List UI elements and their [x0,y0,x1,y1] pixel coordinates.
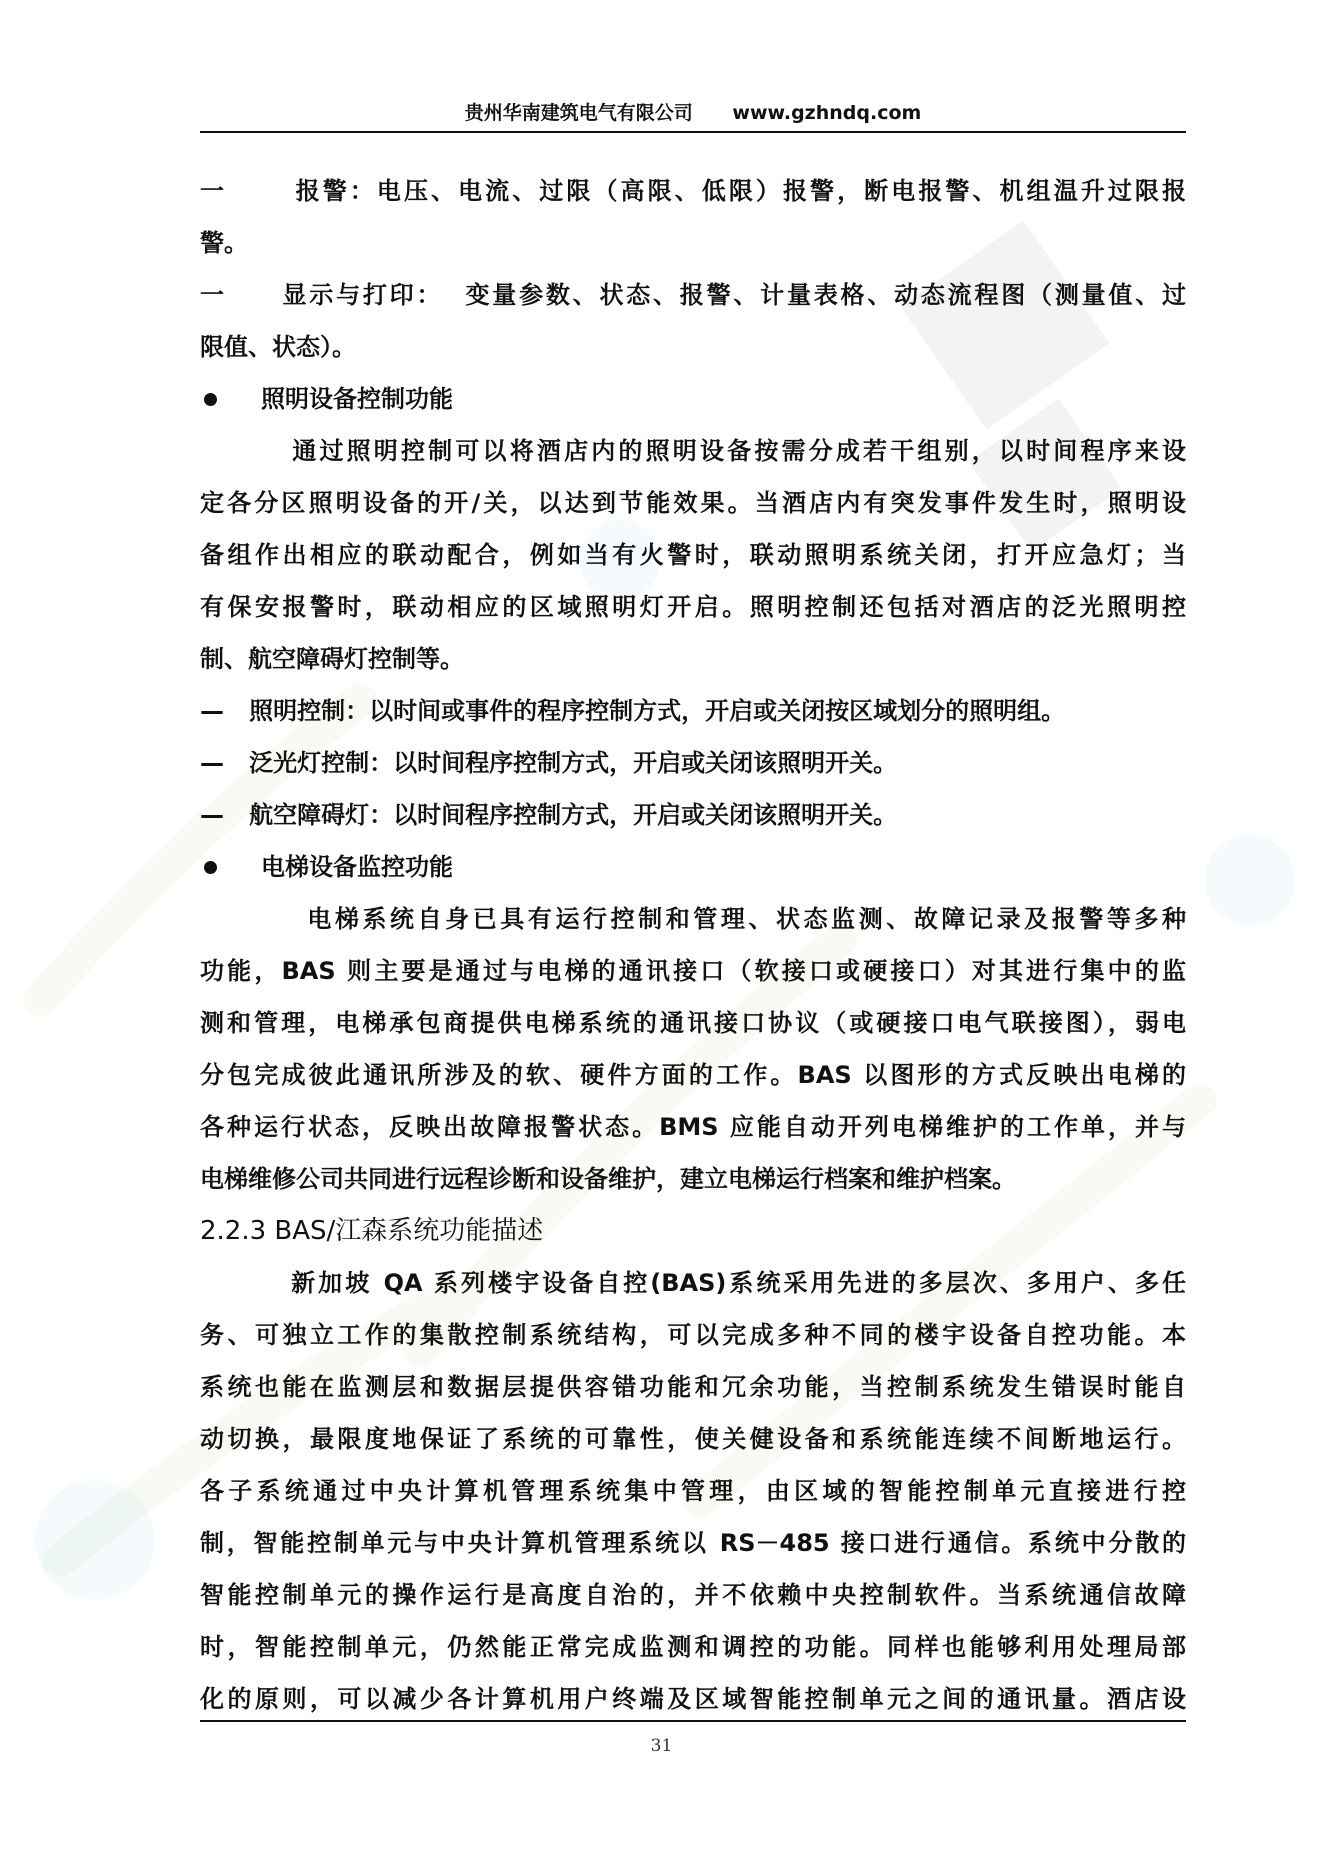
text-line: 警。 [200,229,248,257]
dash-item-line: 一 显示与打印： 变量参数、状态、报警、计量表格、动态流程图（测量值、过 [200,281,1186,309]
bullet-text: 照明设备控制功能 [261,385,453,413]
text-line: 新加坡 QA 系列楼宇设备自控(BAS)系统采用先进的多层次、多用户、多任 [200,1269,1186,1297]
text-line: 定各分区照明设备的开/关，以达到节能效果。当酒店内有突发事件发生时，照明设 [200,489,1186,517]
text-line: 系统也能在监测层和数据层提供容错功能和冗余功能，当控制系统发生错误时能自 [200,1373,1186,1401]
text-line: 动切换，最限度地保证了系统的可靠性，使关健设备和系统能连续不间断地运行。 [200,1425,1186,1453]
dash-item-line: 一 报警：电压、电流、过限（高限、低限）报警，断电报警、机组温升过限报 [200,177,1186,205]
text-line: 电梯维修公司共同进行远程诊断和设备维护，建立电梯运行档案和维护档案。 [200,1165,1016,1193]
text-line: — 泛光灯控制：以时间程序控制方式，开启或关闭该照明开关。 [200,749,898,777]
text-line: 有保安报警时，联动相应的区域照明灯开启。照明控制还包括对酒店的泛光照明控 [200,593,1186,621]
bullet-dot-icon [204,393,217,406]
text-line: 化的原则，可以减少各计算机用户终端及区域智能控制单元之间的通讯量。酒店设 [200,1685,1186,1713]
text-line: 制，智能控制单元与中央计算机管理系统以 RS－485 接口进行通信。系统中分散的 [200,1529,1186,1557]
text-line: 限值、状态）。 [200,333,356,361]
bullet-text: 电梯设备监控功能 [261,853,453,881]
header-website: www.gzhndq.com [732,102,922,124]
text-line: 各子系统通过中央计算机管理系统集中管理，由区域的智能控制单元直接进行控 [200,1477,1186,1505]
text-line: 电梯系统自身已具有运行控制和管理、状态监测、故障记录及报警等多种 [200,905,1186,933]
text-line: 时，智能控制单元，仍然能正常完成监测和调控的功能。同样也能够利用处理局部 [200,1633,1186,1661]
text-line: 通过照明控制可以将酒店内的照明设备按需分成若干组别，以时间程序来设 [200,437,1186,465]
page-header [200,96,1186,130]
document-body [200,165,1186,1725]
text-line: 智能控制单元的操作运行是高度自治的，并不依赖中央控制软件。当系统通信故障 [200,1581,1186,1609]
text-line: 各种运行状态，反映出故障报警状态。BMS 应能自动开列电梯维护的工作单，并与 [200,1113,1186,1141]
text-line: — 照明控制：以时间或事件的程序控制方式，开启或关闭按区域划分的照明组。 [200,697,1066,725]
bullet-item [200,841,1186,893]
header-rule [200,131,1186,133]
text-line: 测和管理，电梯承包商提供电梯系统的通讯接口协议（或硬接口电气联接图），弱电 [200,1009,1186,1037]
text-line: 制、航空障碍灯控制等。 [200,645,464,673]
footer-rule [200,1720,1186,1722]
text-line: 分包完成彼此通讯所涉及的软、硬件方面的工作。BAS 以图形的方式反映出电梯的 [200,1061,1186,1089]
bullet-item [200,373,1186,425]
header-company: 贵州华南建筑电气有限公司 [464,102,693,124]
text-line: 功能，BAS 则主要是通过与电梯的通讯接口（软接口或硬接口）对其进行集中的监 [200,957,1186,985]
bullet-dot-icon [204,861,217,874]
text-line: — 航空障碍灯：以时间程序控制方式，开启或关闭该照明开关。 [200,801,898,829]
text-line: 务、可独立工作的集散控制系统结构，可以完成多种不同的楼宇设备自控功能。本 [200,1321,1186,1349]
section-heading: 2.2.3 BAS/江森系统功能描述 [200,1216,544,1246]
text-line: 备组作出相应的联动配合，例如当有火警时，联动照明系统关闭，打开应急灯；当 [200,541,1186,569]
page-number: 31 [650,1736,673,1756]
